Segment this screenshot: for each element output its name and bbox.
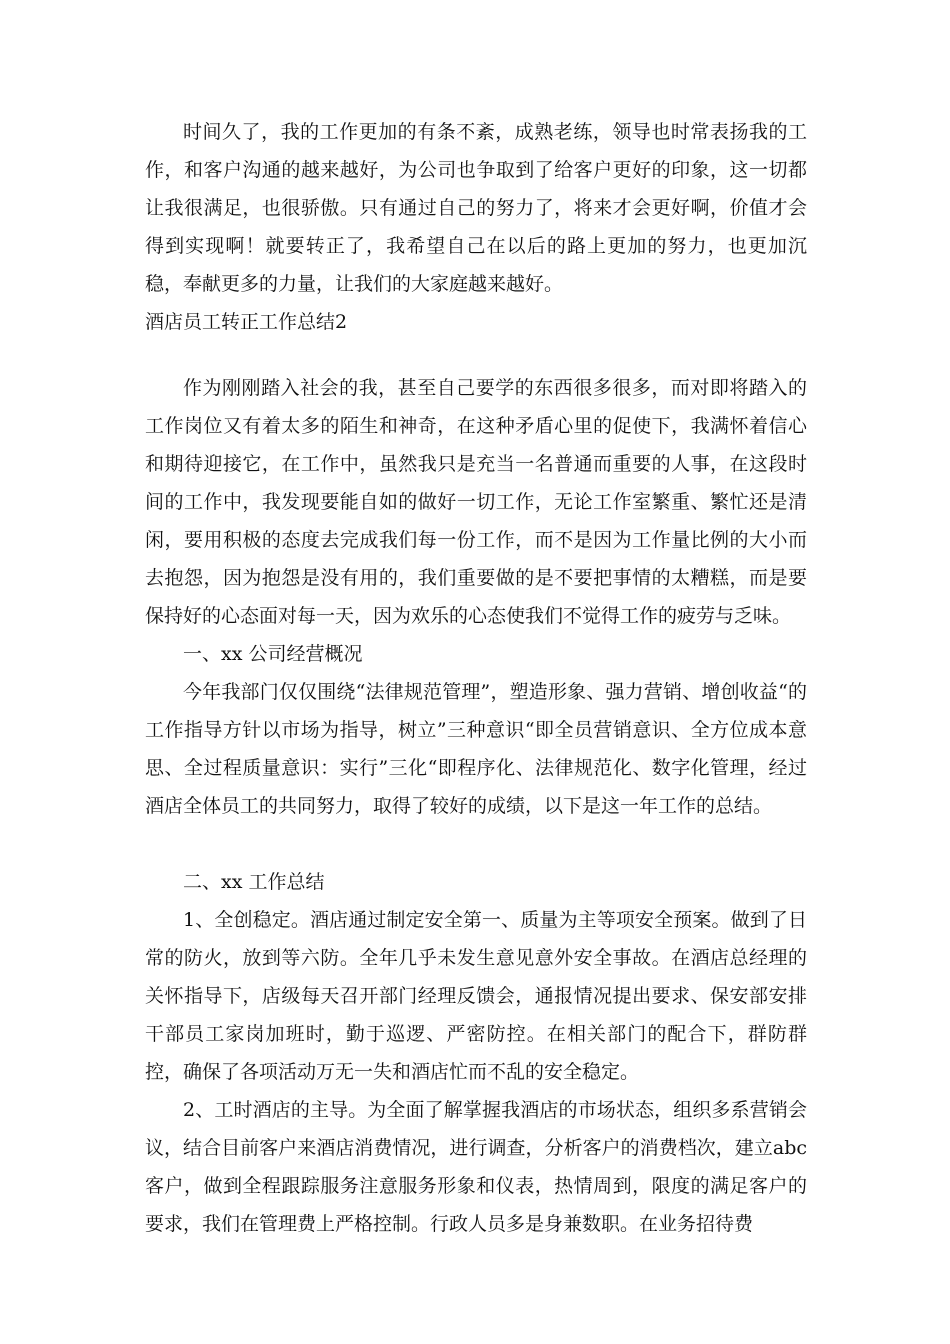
heading-work-summary: 二、xx 工作总结 (183, 871, 325, 893)
paragraph-1: 时间久了，我的工作更加的有条不紊，成熟老练，领导也时常表扬我的工作，和客户沟通的越来越好，为公司也争取到了给客户更好的印象，这一切都让我很满足，也很骄傲。只有通过自己的努力了，将来才会更好啊，价值才会得到实现啊！就要转正了，我希望自己在以后的路上更加的努力，也更加沉稳，奉献更多的力量，让我们的大家庭越来越好。 (145, 121, 807, 295)
paragraph-2: 作为刚刚踏入社会的我，甚至自己要学的东西很多很多，而对即将踏入的工作岗位又有着太多的陌生和神奇，在这种矛盾心里的促使下，我满怀着信心和期待迎接它，在工作中，虽然我只是充当一名普通而重要的人事，在这段时间的工作中，我发现要能自如的做好一切工作，无论工作室繁重、繁忙还是清闲，要用积极的态度去完成我们每一份工作，而不是因为工作量比例的大小而去抱怨，因为抱怨是没有用的，我们重要做的是不要把事情的太糟糕，而是要保持好的心态面对每一天，因为欢乐的心态使我们不觉得工作的疲劳与乏味。 (145, 377, 807, 627)
heading-company-overview: 一、xx 公司经营概况 (183, 643, 363, 665)
paragraph-5: 2、工时酒店的主导。为全面了解掌握我酒店的市场状态，组织多系营销会议，结合目前客户来酒店消费情况，进行调查，分析客户的消费档次，建立abc 客户，做到全程跟踪服务注意服务形象和仪表，热情周到，限度的满足客户的要求，我们在管理费上严格控制。行政人员多是身兼数职。在业务招待费 (145, 1099, 807, 1235)
paragraph-4: 1、全创稳定。酒店通过制定安全第一、质量为主等项安全预案。做到了日常的防火，放到等六防。全年几乎未发生意见意外安全事故。在酒店总经理的关怀指导下，店级每天召开部门经理反馈会，通报情况提出要求、保安部安排干部员工家岗加班时，勤于巡逻、严密防控。在相关部门的配合下，群防群控，确保了各项活动万无一失和酒店忙而不乱的安全稳定。 (145, 909, 807, 1083)
paragraph-3: 今年我部门仅仅围绕“法律规范管理”，塑造形象、强力营销、增创收益“的工作指导方针以市场为指导，树立”三种意识“即全员营销意识、全方位成本意思、全过程质量意识：实行”三化“即程序化、法律规范化、数字化管理，经过酒店全体员工的共同努力，取得了较好的成绩，以下是这一年工作的总结。 (145, 681, 807, 817)
section-title-2: 酒店员工转正工作总结2 (145, 311, 348, 333)
